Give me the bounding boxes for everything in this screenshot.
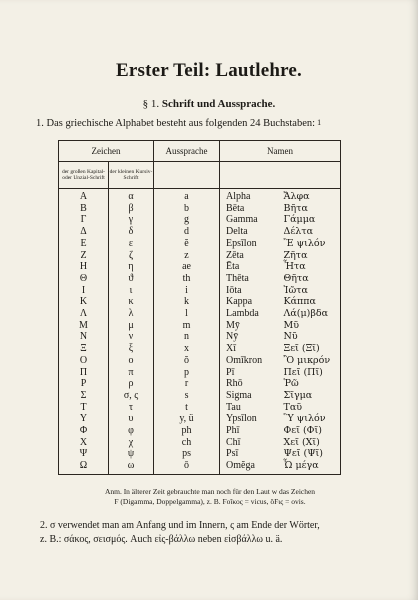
greek-name: Ἦτα bbox=[276, 261, 341, 273]
pronunciation: m bbox=[154, 320, 220, 332]
page-title: Erster Teil: Lautlehre. bbox=[116, 60, 302, 81]
paragraph-line: 2. σ verwendet man am Anfang und im Innern, ς am Ende der Wörter, bbox=[40, 520, 320, 531]
table-row bbox=[59, 203, 341, 215]
small-letter: ζ bbox=[109, 250, 154, 262]
letter-name: Gamma bbox=[220, 214, 276, 226]
greek-name: Χεῖ (Χῖ) bbox=[276, 437, 341, 449]
header-blank bbox=[220, 162, 341, 189]
capital-letter: Ο bbox=[59, 355, 109, 367]
capital-letter: Τ bbox=[59, 402, 109, 414]
letter-name: Pī bbox=[220, 367, 276, 379]
small-letter: η bbox=[109, 261, 154, 273]
greek-name: Ὓ ψιλόν bbox=[276, 413, 341, 425]
letter-name: Delta bbox=[220, 226, 276, 238]
small-letter: δ bbox=[109, 226, 154, 238]
small-letter: λ bbox=[109, 308, 154, 320]
capital-letter: Β bbox=[59, 203, 109, 215]
table-row bbox=[59, 250, 341, 262]
letter-name: Mȳ bbox=[220, 320, 276, 332]
small-letter: γ bbox=[109, 214, 154, 226]
capital-letter: Χ bbox=[59, 437, 109, 449]
table-row bbox=[59, 448, 341, 460]
capital-letter: Σ bbox=[59, 390, 109, 402]
capital-letter: Ζ bbox=[59, 250, 109, 262]
small-letter: τ bbox=[109, 402, 154, 414]
greek-name: Ζῆτα bbox=[276, 250, 341, 262]
paragraph-line: z. B.: σάκος, σεισμός. Auch εἰς-βάλλω neben εἰσβάλλω u. ä. bbox=[40, 534, 283, 545]
greek-name: Φεῖ (Φῖ) bbox=[276, 425, 341, 437]
letter-name: Nȳ bbox=[220, 331, 276, 343]
pronunciation: x bbox=[154, 343, 220, 355]
table-row bbox=[59, 285, 341, 297]
table-row bbox=[59, 331, 341, 343]
pronunciation: i bbox=[154, 285, 220, 297]
capital-letter: Λ bbox=[59, 308, 109, 320]
table-row bbox=[59, 343, 341, 355]
note-line: Ϝ (Digamma, Doppelgamma), z. B. Ϝοῖκος = vicus, ὄϜις = ovis. bbox=[114, 497, 306, 506]
small-letter: μ bbox=[109, 320, 154, 332]
greek-name: Βῆτα bbox=[276, 203, 341, 215]
capital-letter: Η bbox=[59, 261, 109, 273]
letter-name: Ēta bbox=[220, 261, 276, 273]
pronunciation: ae bbox=[154, 261, 220, 273]
pronunciation: p bbox=[154, 367, 220, 379]
section-heading bbox=[0, 98, 418, 110]
annotation-note bbox=[40, 487, 380, 507]
paragraph-2 bbox=[40, 519, 390, 547]
table-row bbox=[59, 378, 341, 390]
greek-name: Ὂ μικρόν bbox=[276, 355, 341, 367]
greek-name: Γάμμα bbox=[276, 214, 341, 226]
letter-name: Psī bbox=[220, 448, 276, 460]
small-letter: σ, ς bbox=[109, 390, 154, 402]
small-letter: ω bbox=[109, 460, 154, 474]
greek-name: Ταῦ bbox=[276, 402, 341, 414]
pronunciation: g bbox=[154, 214, 220, 226]
header-namen: Namen bbox=[220, 141, 341, 162]
small-letter: κ bbox=[109, 296, 154, 308]
header-blank bbox=[154, 162, 220, 189]
header-aussprache: Aussprache bbox=[154, 141, 220, 162]
small-letter: ι bbox=[109, 285, 154, 297]
table-row bbox=[59, 390, 341, 402]
greek-name: Κάππα bbox=[276, 296, 341, 308]
header-zeichen: Zeichen bbox=[59, 141, 154, 162]
section-number: § 1. bbox=[142, 98, 160, 110]
capital-letter: Π bbox=[59, 367, 109, 379]
intro-text: 1. Das griechische Alphabet besteht aus folgenden 24 Buchstaben: bbox=[36, 118, 316, 129]
letter-name: Zēta bbox=[220, 250, 276, 262]
table-row bbox=[59, 320, 341, 332]
letter-name: Lambda bbox=[220, 308, 276, 320]
greek-name: Ἄλφα bbox=[276, 189, 341, 203]
letter-name: Thēta bbox=[220, 273, 276, 285]
pronunciation: z bbox=[154, 250, 220, 262]
table-row bbox=[59, 437, 341, 449]
intro-paragraph bbox=[36, 118, 396, 129]
small-letter: ν bbox=[109, 331, 154, 343]
table-row bbox=[59, 308, 341, 320]
table-row bbox=[59, 425, 341, 437]
capital-letter: Ξ bbox=[59, 343, 109, 355]
table-row bbox=[59, 355, 341, 367]
pronunciation: ps bbox=[154, 448, 220, 460]
pronunciation: s bbox=[154, 390, 220, 402]
letter-name: Sigma bbox=[220, 390, 276, 402]
capital-letter: Υ bbox=[59, 413, 109, 425]
greek-name: Ξεῖ (Ξῖ) bbox=[276, 343, 341, 355]
greek-name: Σῖγμα bbox=[276, 390, 341, 402]
pronunciation: d bbox=[154, 226, 220, 238]
small-letter: ε bbox=[109, 238, 154, 250]
section-title: Schrift und Aussprache. bbox=[161, 98, 276, 110]
letter-name: Chī bbox=[220, 437, 276, 449]
pronunciation: n bbox=[154, 331, 220, 343]
capital-letter: Α bbox=[59, 189, 109, 203]
pronunciation: ph bbox=[154, 425, 220, 437]
pronunciation: l bbox=[154, 308, 220, 320]
letter-name: Kappa bbox=[220, 296, 276, 308]
small-letter: φ bbox=[109, 425, 154, 437]
capital-letter: Κ bbox=[59, 296, 109, 308]
pronunciation: ch bbox=[154, 437, 220, 449]
letter-name: Omīkron bbox=[220, 355, 276, 367]
table-row bbox=[59, 238, 341, 250]
table-row bbox=[59, 402, 341, 414]
capital-letter: Ι bbox=[59, 285, 109, 297]
note-line: Anm. In älterer Zeit gebrauchte man noch für den Laut w das Zeichen bbox=[104, 487, 316, 496]
table-row bbox=[59, 460, 341, 474]
table-row bbox=[59, 214, 341, 226]
capital-letter: Θ bbox=[59, 273, 109, 285]
letter-name: Phī bbox=[220, 425, 276, 437]
table-row bbox=[59, 226, 341, 238]
footnote-marker: 1 bbox=[317, 118, 322, 127]
capital-letter: Ν bbox=[59, 331, 109, 343]
header-capital-script: der großen Kapital- oder Unzial-Schrift bbox=[59, 162, 109, 189]
greek-name: Νῦ bbox=[276, 331, 341, 343]
greek-name: Ἰῶτα bbox=[276, 285, 341, 297]
pronunciation: y, ü bbox=[154, 413, 220, 425]
letter-name: Alpha bbox=[220, 189, 276, 203]
table-row bbox=[59, 296, 341, 308]
pronunciation: b bbox=[154, 203, 220, 215]
greek-name: Ῥῶ bbox=[276, 378, 341, 390]
capital-letter: Φ bbox=[59, 425, 109, 437]
greek-name: Δέλτα bbox=[276, 226, 341, 238]
capital-letter: Δ bbox=[59, 226, 109, 238]
letter-name: Epsīlon bbox=[220, 238, 276, 250]
capital-letter: Ρ bbox=[59, 378, 109, 390]
capital-letter: Ε bbox=[59, 238, 109, 250]
alphabet-table bbox=[58, 140, 341, 475]
capital-letter: Γ bbox=[59, 214, 109, 226]
greek-name: Ἒ ψιλόν bbox=[276, 238, 341, 250]
small-letter: β bbox=[109, 203, 154, 215]
small-letter: ρ bbox=[109, 378, 154, 390]
pronunciation: k bbox=[154, 296, 220, 308]
small-letter: χ bbox=[109, 437, 154, 449]
letter-name: Omĕga bbox=[220, 460, 276, 474]
small-letter: υ bbox=[109, 413, 154, 425]
letter-name: Bēta bbox=[220, 203, 276, 215]
greek-name: Θῆτα bbox=[276, 273, 341, 285]
small-letter: π bbox=[109, 367, 154, 379]
table-row bbox=[59, 189, 341, 203]
pronunciation: ō bbox=[154, 460, 220, 474]
greek-name: Μῦ bbox=[276, 320, 341, 332]
greek-name: Ψεῖ (Ψῖ) bbox=[276, 448, 341, 460]
small-letter: ψ bbox=[109, 448, 154, 460]
letter-name: Tau bbox=[220, 402, 276, 414]
table-row bbox=[59, 261, 341, 273]
capital-letter: Μ bbox=[59, 320, 109, 332]
small-letter: ϑ bbox=[109, 273, 154, 285]
letter-name: Rhō bbox=[220, 378, 276, 390]
capital-letter: Ω bbox=[59, 460, 109, 474]
letter-name: Ypsīlon bbox=[220, 413, 276, 425]
capital-letter: Ψ bbox=[59, 448, 109, 460]
pronunciation: t bbox=[154, 402, 220, 414]
alphabet-body bbox=[59, 189, 341, 475]
table-row bbox=[59, 367, 341, 379]
pronunciation: th bbox=[154, 273, 220, 285]
letter-name: Iōta bbox=[220, 285, 276, 297]
letter-name: Xī bbox=[220, 343, 276, 355]
small-letter: ο bbox=[109, 355, 154, 367]
greek-name: Λά(μ)βδα bbox=[276, 308, 341, 320]
table-row bbox=[59, 273, 341, 285]
pronunciation: a bbox=[154, 189, 220, 203]
header-minuscule-script: der kleinen Kursiv-Schrift bbox=[109, 162, 154, 189]
greek-name: Ὦ μέγα bbox=[276, 460, 341, 474]
greek-name: Πεῖ (Πῖ) bbox=[276, 367, 341, 379]
small-letter: ξ bbox=[109, 343, 154, 355]
pronunciation: ĕ bbox=[154, 238, 220, 250]
small-letter: α bbox=[109, 189, 154, 203]
table-row bbox=[59, 413, 341, 425]
pronunciation: r bbox=[154, 378, 220, 390]
pronunciation: ŏ bbox=[154, 355, 220, 367]
